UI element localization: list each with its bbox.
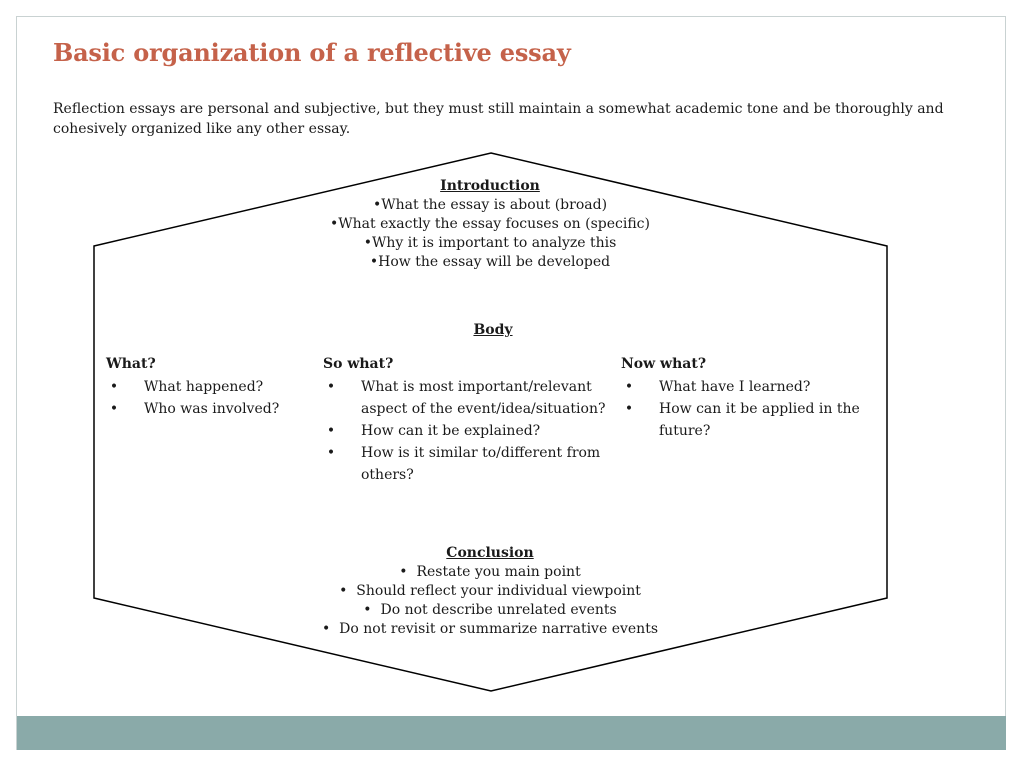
introduction-item: •What the essay is about (broad) — [372, 197, 608, 213]
bullet-icon: • — [339, 583, 357, 599]
conclusion-item: • Should reflect your individual viewpoint — [339, 583, 641, 599]
body-column-so-what — [323, 355, 613, 486]
list-item: • How is it similar to/different from others? — [323, 442, 613, 486]
conclusion-item: • Do not describe unrelated events — [363, 602, 617, 618]
bullet-icon: • — [109, 379, 119, 395]
list-item: • Who was involved? — [106, 398, 306, 420]
conclusion-item: • Do not revisit or summarize narrative events — [322, 621, 658, 637]
list-item: • How can it be explained? — [323, 420, 613, 442]
column-heading: So what? — [323, 356, 394, 372]
bullet-icon: • — [326, 379, 336, 395]
column-heading: Now what? — [621, 356, 707, 372]
body-column-now-what — [621, 355, 871, 442]
introduction-list — [290, 196, 690, 272]
list-item: • What have I learned? — [621, 376, 871, 398]
list-item: • How can it be applied in the future? — [621, 398, 871, 442]
bullet-icon: • — [326, 423, 336, 439]
conclusion-section — [290, 544, 690, 639]
introduction-heading: Introduction — [440, 178, 540, 194]
bullet-icon: • — [322, 621, 340, 637]
list-item: • What is most important/relevant aspect of the event/idea/situation? — [323, 376, 613, 420]
introduction-item: •Why it is important to analyze this — [363, 235, 617, 251]
conclusion-heading: Conclusion — [446, 545, 534, 561]
list-item: • What happened? — [106, 376, 306, 398]
conclusion-list — [290, 563, 690, 639]
conclusion-item: • Restate you main point — [399, 564, 581, 580]
bullet-icon: • — [624, 401, 634, 417]
introduction-section — [290, 177, 690, 272]
body-heading: Body — [473, 322, 513, 338]
bullet-icon: • — [109, 401, 119, 417]
bullet-icon: • — [363, 602, 381, 618]
column-heading: What? — [106, 356, 156, 372]
intro-paragraph: Reflection essays are personal and subjective, but they must still maintain a somewhat academic tone and be thoroughly and cohesively organized like any other essay. — [53, 101, 944, 137]
introduction-item: •What exactly the essay focuses on (specific) — [330, 216, 650, 232]
slide-title: Basic organization of a reflective essay — [53, 38, 571, 67]
body-column-what — [106, 355, 306, 420]
bullet-icon: • — [326, 445, 336, 461]
introduction-item: •How the essay will be developed — [369, 254, 611, 270]
bullet-icon: • — [624, 379, 634, 395]
bullet-icon: • — [399, 564, 417, 580]
